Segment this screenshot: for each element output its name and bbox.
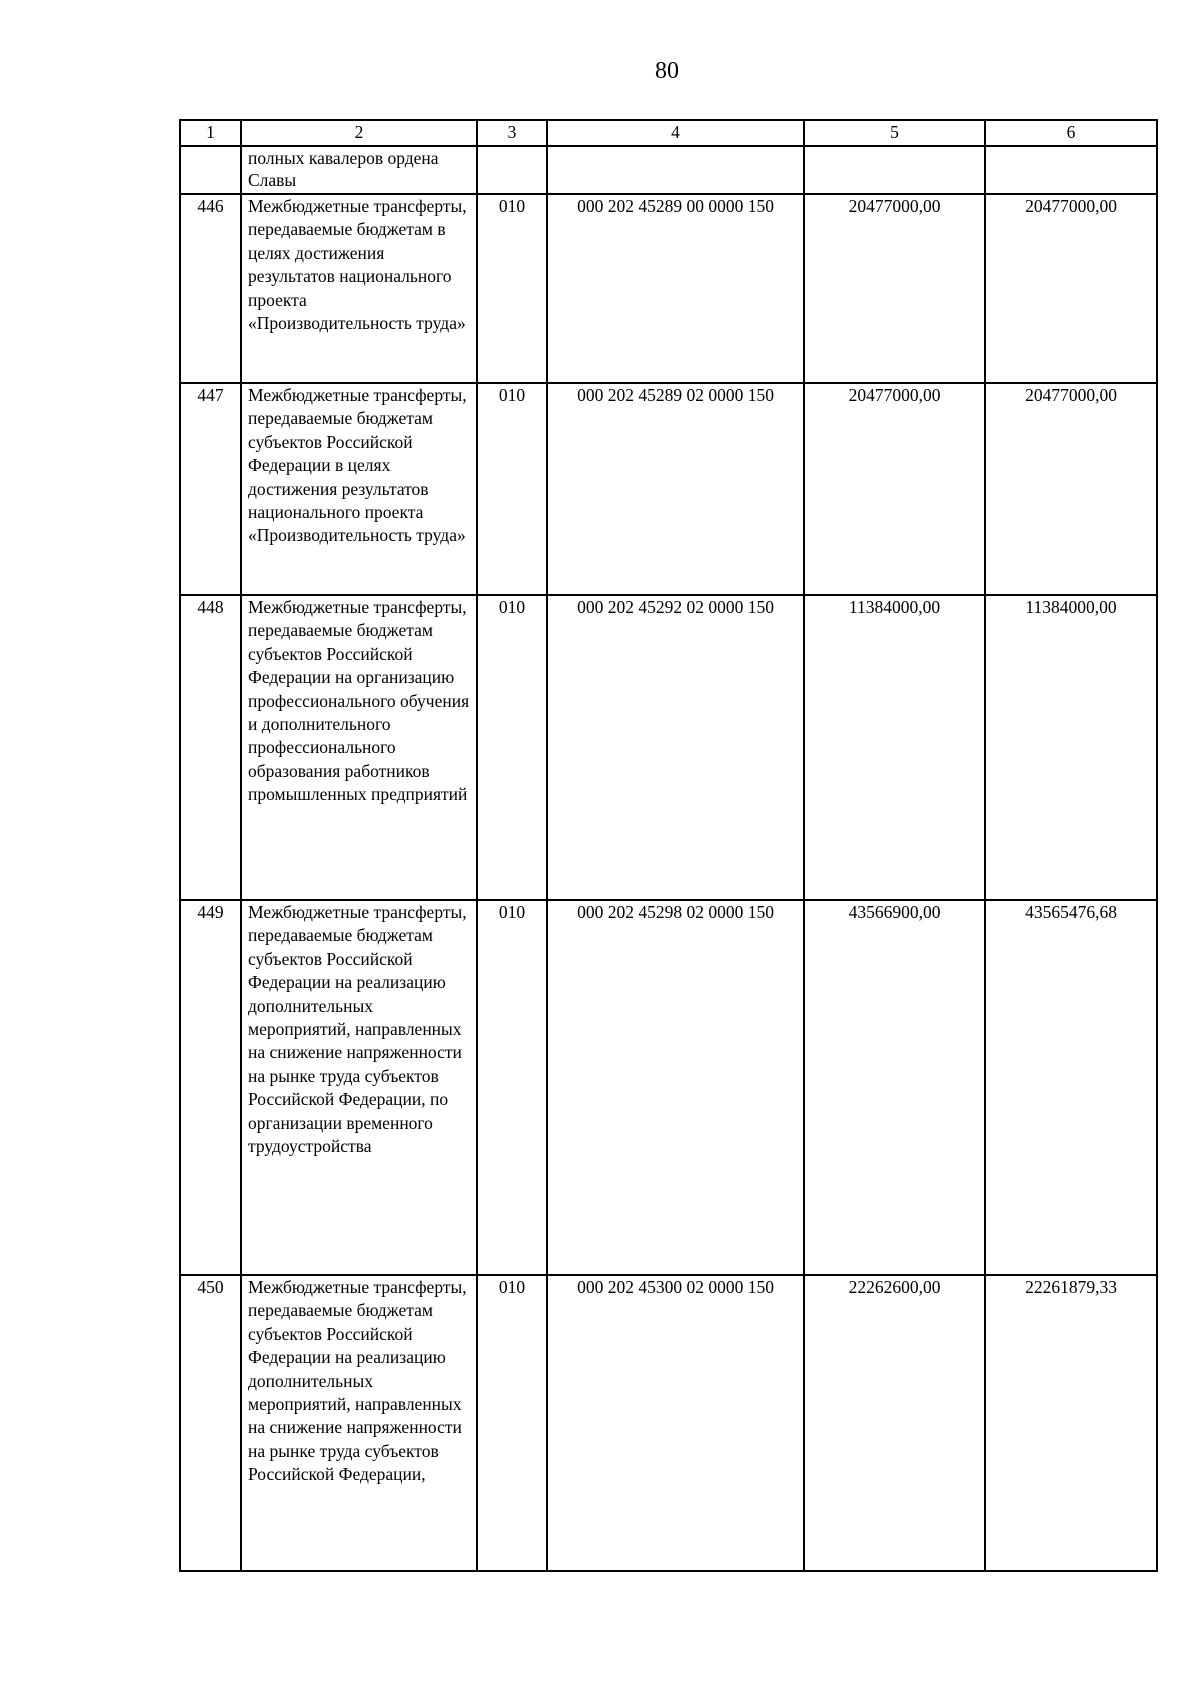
row-code-budget: 000 202 45289 02 0000 150 [547,383,804,595]
budget-table [179,119,1158,1572]
row-code-admin: 010 [477,194,547,383]
row-number: 450 [180,1275,241,1571]
row-amount-planned: 43566900,00 [804,900,985,1275]
row-number: 448 [180,595,241,900]
row-number: 447 [180,383,241,595]
table-row [180,595,1157,900]
row-amount-executed [985,146,1157,194]
row-amount-executed: 22261879,33 [985,1275,1157,1571]
row-number: 449 [180,900,241,1275]
table-row [180,194,1157,383]
column-header: 1 [180,120,241,146]
row-amount-executed: 11384000,00 [985,595,1157,900]
row-code-admin [477,146,547,194]
column-header: 3 [477,120,547,146]
table-row [180,146,1157,194]
row-code-admin: 010 [477,595,547,900]
row-code-admin: 010 [477,1275,547,1571]
row-amount-executed: 43565476,68 [985,900,1157,1275]
row-code-budget [547,146,804,194]
row-description: полных кавалеров ордена Славы [241,146,477,194]
column-header: 5 [804,120,985,146]
row-amount-planned [804,146,985,194]
table-row [180,383,1157,595]
row-number: 446 [180,194,241,383]
column-header: 6 [985,120,1157,146]
row-description: Межбюджетные трансферты, передаваемые бюджетам субъектов Российской Федерации на реализацию дополнительных мероприятий, направленных на снижение напряженности на рынке труда субъектов Российской Федерации, [241,1275,477,1571]
row-number [180,146,241,194]
column-header: 2 [241,120,477,146]
row-amount-planned: 20477000,00 [804,383,985,595]
column-header: 4 [547,120,804,146]
row-code-budget: 000 202 45289 00 0000 150 [547,194,804,383]
row-amount-planned: 22262600,00 [804,1275,985,1571]
row-amount-executed: 20477000,00 [985,194,1157,383]
row-amount-executed: 20477000,00 [985,383,1157,595]
row-amount-planned: 11384000,00 [804,595,985,900]
row-code-admin: 010 [477,900,547,1275]
table-row [180,900,1157,1275]
row-code-budget: 000 202 45300 02 0000 150 [547,1275,804,1571]
row-amount-planned: 20477000,00 [804,194,985,383]
row-description: Межбюджетные трансферты, передаваемые бюджетам субъектов Российской Федерации на организацию профессионального обучения и дополнительного профессионального образования работников промышленных предприятий [241,595,477,900]
table-header-row [180,120,1157,146]
row-code-budget: 000 202 45292 02 0000 150 [547,595,804,900]
page-number: 80 [655,58,679,84]
row-code-admin: 010 [477,383,547,595]
row-description: Межбюджетные трансферты, передаваемые бюджетам субъектов Российской Федерации на реализацию дополнительных мероприятий, направленных на снижение напряженности на рынке труда субъектов Российской Федерации, по организации временного трудоустройства [241,900,477,1275]
row-code-budget: 000 202 45298 02 0000 150 [547,900,804,1275]
row-description: Межбюджетные трансферты, передаваемые бюджетам субъектов Российской Федерации в целях достижения результатов национального проекта «Производительность труда» [241,383,477,595]
row-description: Межбюджетные трансферты, передаваемые бюджетам в целях достижения результатов национального проекта «Производительность труда» [241,194,477,383]
table-row [180,1275,1157,1571]
